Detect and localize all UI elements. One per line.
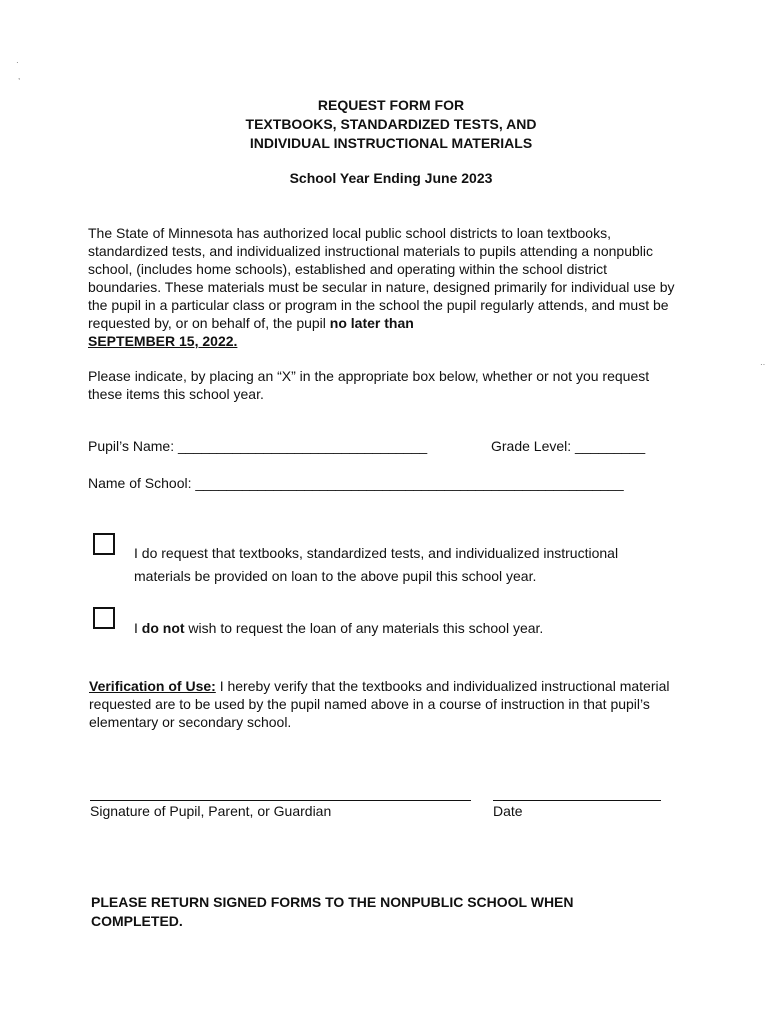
decline-prefix: I xyxy=(134,620,142,636)
scan-speck: · xyxy=(16,58,19,67)
pupil-name-field[interactable]: Pupil’s Name: ________________________________ xyxy=(88,438,428,454)
decline-bold: do not xyxy=(141,620,185,636)
title-line-3: INDIVIDUAL INSTRUCTIONAL MATERIALS xyxy=(249,135,533,151)
indicate-instructions: Please indicate, by placing an “X” in the appropriate box below, whether or not you request these items this school year. xyxy=(88,368,650,402)
decline-checkbox[interactable] xyxy=(93,607,115,629)
intro-deadline-date: SEPTEMBER 15, 2022. xyxy=(88,333,238,349)
request-checkbox[interactable] xyxy=(93,533,115,555)
scan-speck: , xyxy=(18,72,21,81)
intro-deadline-bold: no later than xyxy=(329,315,414,331)
verification-label: Verification of Use: xyxy=(89,678,216,694)
school-year-heading: School Year Ending June 2023 xyxy=(289,170,493,186)
date-line[interactable] xyxy=(493,800,661,801)
title-line-2: TEXTBOOKS, STANDARDIZED TESTS, AND xyxy=(245,116,537,132)
decline-option-label xyxy=(134,617,674,640)
scan-speck: ·· xyxy=(760,360,766,369)
title-line-1: REQUEST FORM FOR xyxy=(317,97,465,113)
signature-label: Signature of Pupil, Parent, or Guardian xyxy=(90,803,332,819)
decline-suffix: wish to request the loan of any materials this school year. xyxy=(184,620,544,636)
verification-body: I hereby verify that the textbooks and individualized instructional material requested are to be used by the pupil named above in a course of instruction in that pupil’s elementary or secondary school. xyxy=(89,678,670,730)
intro-paragraph xyxy=(88,224,678,350)
return-instructions: PLEASE RETURN SIGNED FORMS TO THE NONPUBLIC SCHOOL WHEN COMPLETED. xyxy=(91,894,574,929)
grade-level-field[interactable]: Grade Level: _________ xyxy=(491,438,646,454)
request-option-label: I do request that textbooks, standardized tests, and individualized instructional materials be provided on loan to the above pupil this school year. xyxy=(134,545,619,584)
school-name-field[interactable]: Name of School: _______________________________________________________ xyxy=(88,475,624,491)
intro-body: The State of Minnesota has authorized local public school districts to loan textbooks, standardized tests, and individualized instructional materials to pupils attending a nonpublic school, (includes home schools), established and operating within the school district boundaries. These materials must be secular in nature, designed primarily for individual use by the pupil in a particular class or program in the school the pupil regularly attends, and must be requested by, or on behalf of, the pupil xyxy=(88,225,675,331)
verification-paragraph xyxy=(89,677,674,731)
signature-line[interactable] xyxy=(90,800,471,801)
form-title xyxy=(0,96,770,153)
date-label: Date xyxy=(493,803,523,819)
